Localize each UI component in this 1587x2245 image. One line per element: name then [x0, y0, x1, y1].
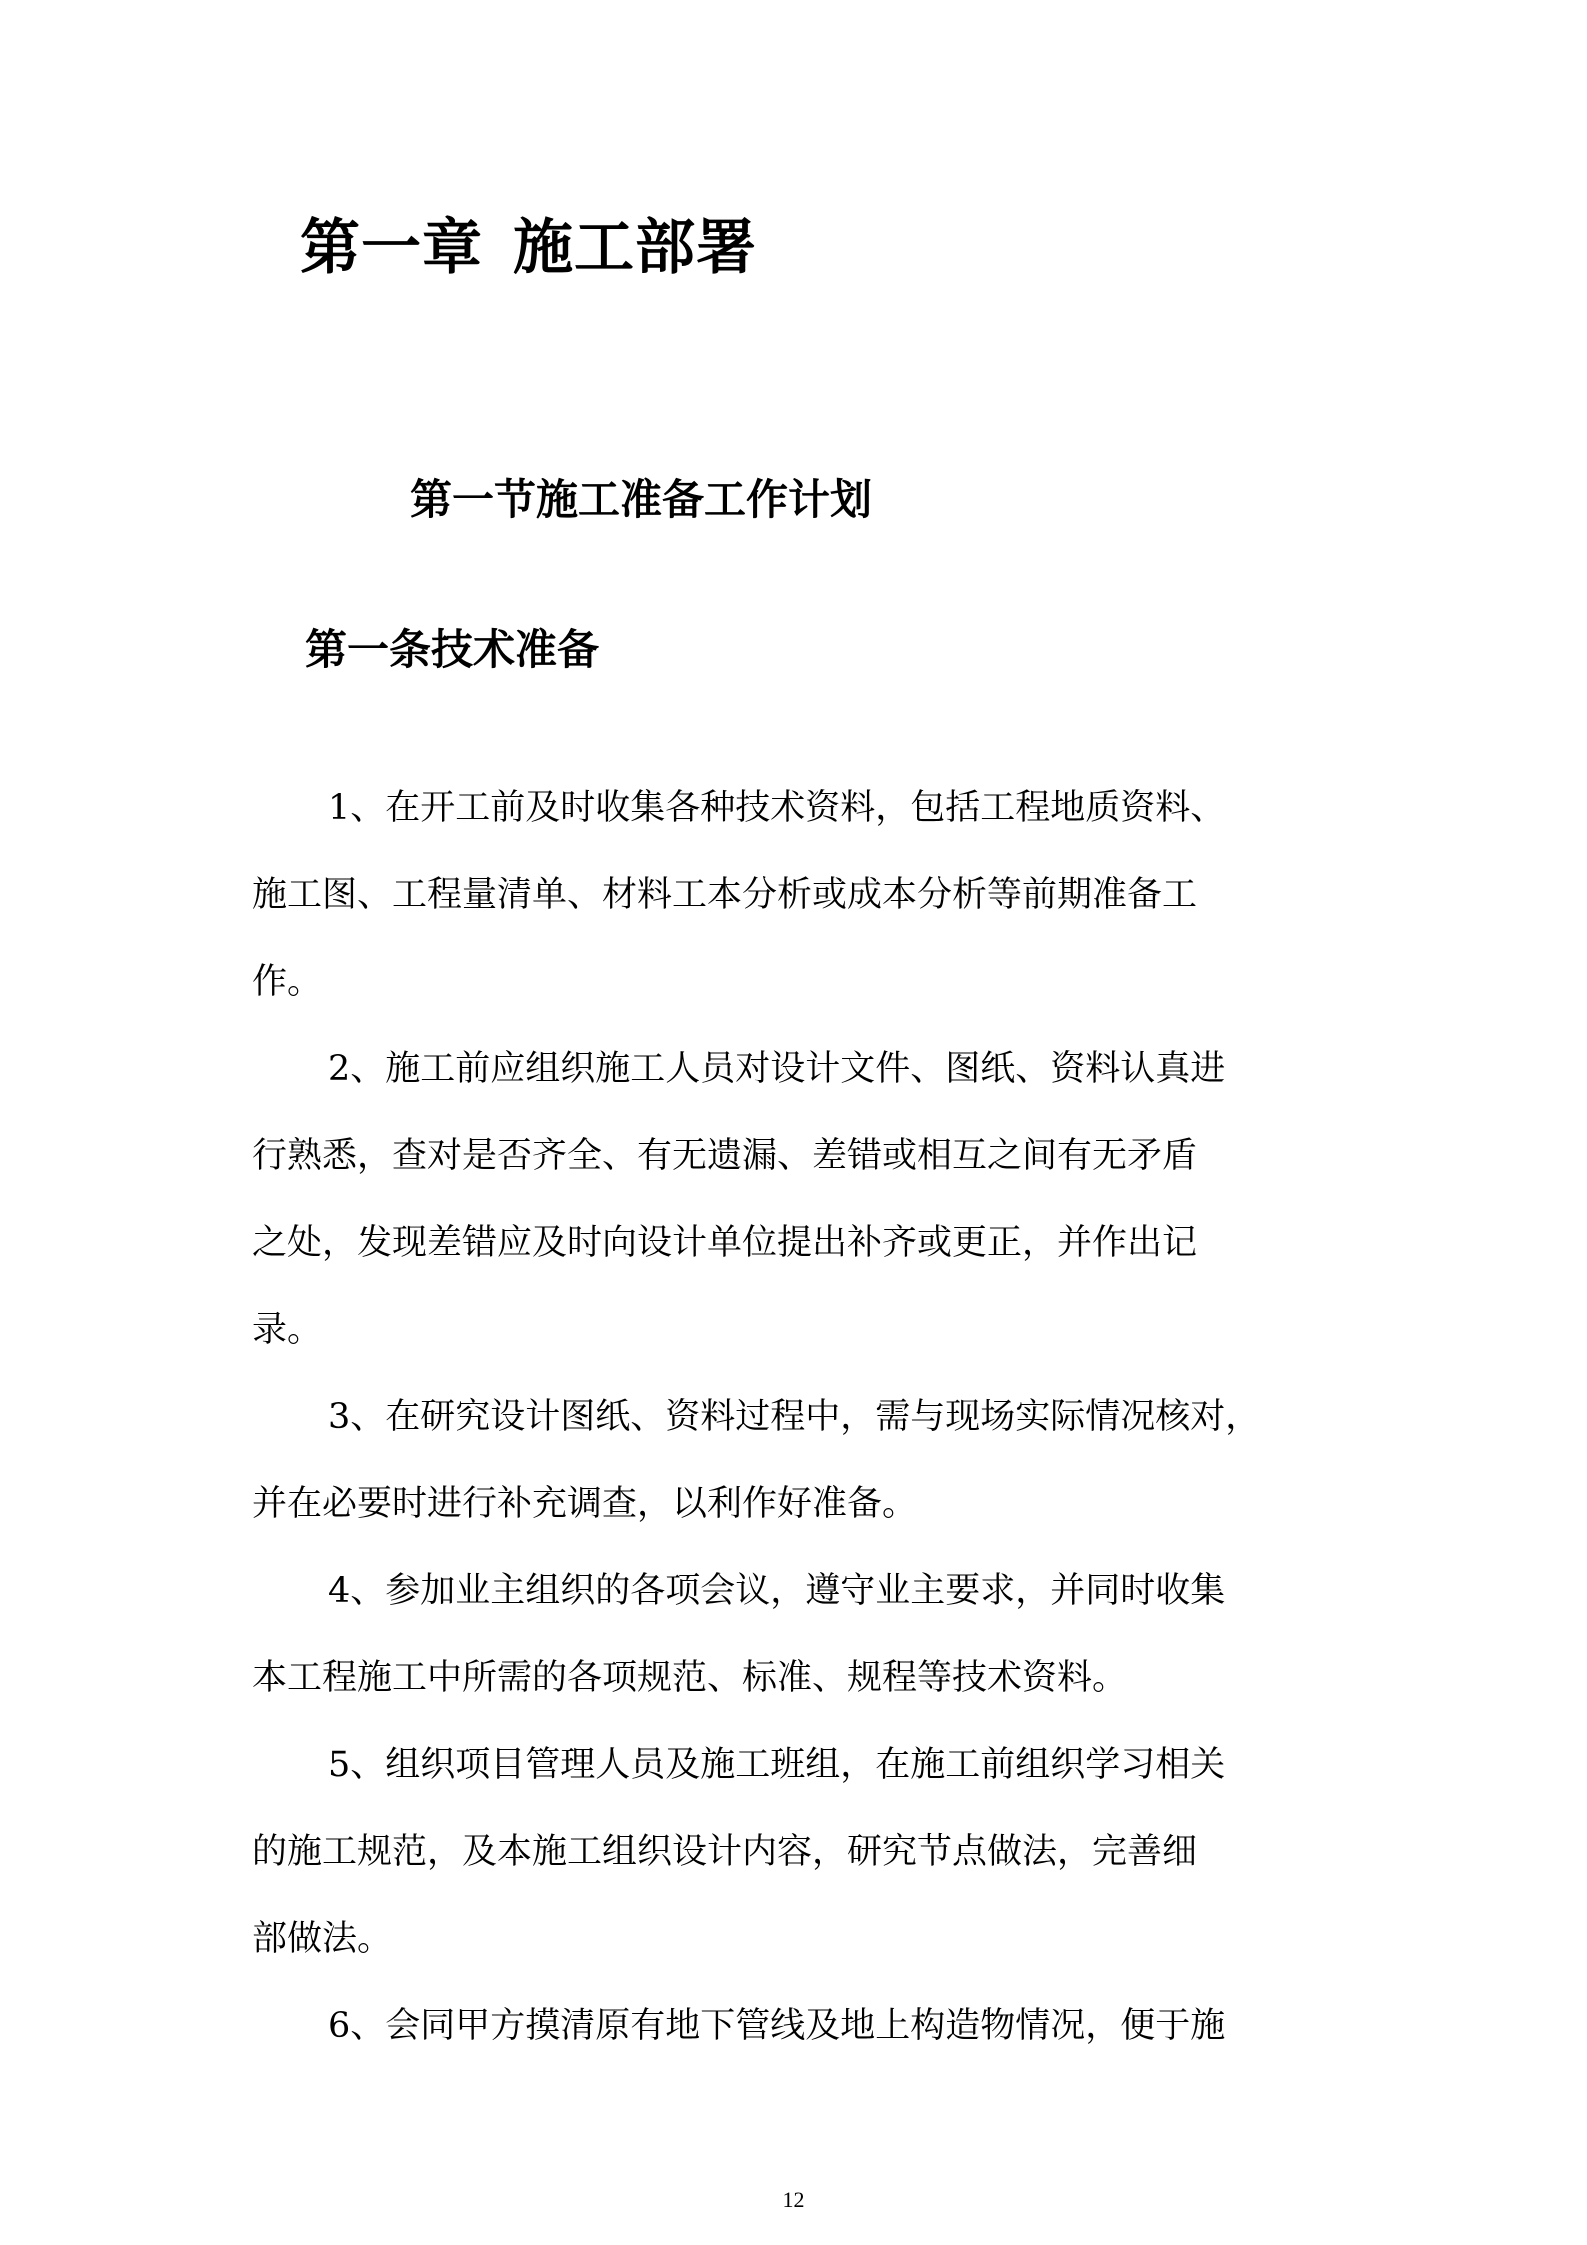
paragraph-line: 录。 — [252, 1310, 323, 1350]
paragraph-line: 1、在开工前及时收集各种技术资料，包括工程地质资料、 — [328, 788, 1226, 828]
paragraph-line: 3、在研究设计图纸、资料过程中，需与现场实际情况核对， — [328, 1397, 1261, 1437]
paragraph — [252, 1026, 1362, 1374]
paragraph-line: 并在必要时进行补充调查，以利作好准备。 — [252, 1484, 918, 1524]
paragraph-line: 行熟悉，查对是否齐全、有无遗漏、差错或相互之间有无矛盾 — [252, 1136, 1198, 1176]
paragraph — [252, 1722, 1362, 1983]
paragraph — [252, 1548, 1362, 1722]
paragraph-line: 本工程施工中所需的各项规范、标准、规程等技术资料。 — [252, 1658, 1128, 1698]
section-title: 施工准备工作计划 — [536, 475, 873, 524]
article-label: 第一条 — [305, 625, 432, 674]
paragraph-line: 2、施工前应组织施工人员对设计文件、图纸、资料认真进 — [328, 1049, 1226, 1089]
paragraph — [252, 1374, 1362, 1548]
paragraph-line: 6、会同甲方摸清原有地下管线及地上构造物情况，便于施 — [328, 2006, 1226, 2046]
paragraph-line: 的施工规范，及本施工组织设计内容，研究节点做法，完善细 — [252, 1832, 1198, 1872]
chapter-title: 施工部署 — [513, 213, 757, 283]
page-number: 12 — [782, 2187, 805, 2212]
chapter-label: 第一章 — [300, 213, 483, 283]
paragraph — [252, 1983, 1362, 2070]
paragraph — [252, 765, 1362, 1026]
paragraph-line: 之处，发现差错应及时向设计单位提出补齐或更正，并作出记 — [252, 1223, 1198, 1263]
paragraph-line: 部做法。 — [252, 1919, 393, 1959]
paragraph-line: 5、组织项目管理人员及施工班组，在施工前组织学习相关 — [328, 1745, 1226, 1785]
section-heading — [410, 465, 872, 535]
article-heading — [305, 615, 599, 685]
body-text — [252, 765, 1362, 2070]
chapter-heading — [300, 203, 757, 293]
article-title: 技术准备 — [431, 625, 600, 674]
paragraph-line: 作。 — [252, 962, 323, 1002]
paragraph-line: 施工图、工程量清单、材料工本分析或成本分析等前期准备工 — [252, 875, 1198, 915]
paragraph-line: 4、参加业主组织的各项会议，遵守业主要求，并同时收集 — [328, 1571, 1226, 1611]
section-label: 第一节 — [410, 475, 537, 524]
